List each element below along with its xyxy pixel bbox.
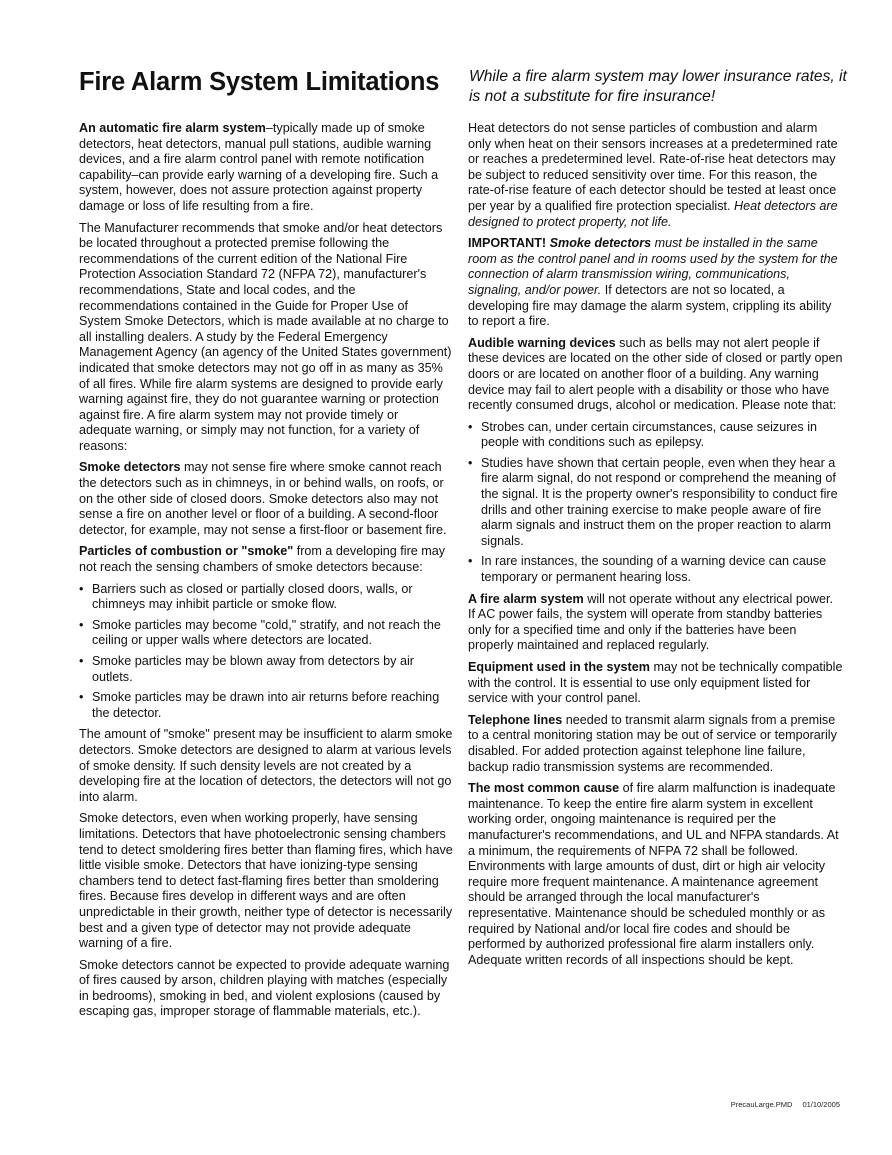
text-telephone-lines: needed to transmit alarm signals from a premise to a central monitoring station may be out of service or temporarily disabled. For added protection against telephone line failure, backup radio transmission systems are recommended. bbox=[468, 712, 837, 774]
list-warning-notes bbox=[468, 420, 843, 586]
list-smoke-barriers bbox=[79, 582, 453, 722]
text-installation-rule: If detectors are not so located, a developing fire may damage the alarm system, crippling its ability to report a fire. bbox=[468, 282, 832, 329]
italic-installation-rule: must be installed in the same room as the control panel and in rooms used by the system for the connection of alarm transmission wiring, communications, signaling, and/or power. bbox=[468, 236, 838, 297]
paragraph-sensing-limitations: Smoke detectors, even when working properly, have sensing limitations. Detectors that have photoelectronic sensing chambers tend to detect smoldering fires better than flaming fires, which have little visible smoke. Detectors that have ionizing-type sensing chambers tend to detect fast-flaming fires better than smoldering fires. Because fires develop in different ways and are often unpredictable in their growth, neither type of detector is necessarily best and a given type of detector may not provide adequate warning of a fire. bbox=[79, 811, 453, 951]
list-item: • Strobes can, under certain circumstances, cause seizures in people with conditions such as epilepsy. bbox=[468, 420, 843, 451]
paragraph-heat-detectors bbox=[468, 121, 843, 230]
smoke-detectors-emphasis bbox=[550, 236, 652, 250]
text-smoke-detectors: may not sense fire where smoke cannot reach the detectors such as in chimneys, in or behind walls, on roofs, or on the other side of closed doors. Smoke detectors also may not sense a fire on another level or floor of a building. A second-floor detector, for example, may not sense a first-floor or basement fire. bbox=[79, 460, 447, 537]
text-audible-devices: such as bells may not alert people if these devices are located on the other side of closed or partly open doors or are located on another floor of a building. Any warning device may fail to alert people with a disability or those who have recently consumed drugs, alcohol or medication. Please note that: bbox=[468, 335, 843, 413]
list-item: • Studies have shown that certain people, even when they hear a fire alarm signal, do not respond or comprehend the meaning of the signal. It is the property owner's responsibility to conduct fire drills and other training exercise to make people aware of fire alarm signals and instruct them on the proper reaction to alarm signals. bbox=[468, 456, 843, 550]
text-particles: from a developing fire may not reach the sensing chambers of smoke detectors because: bbox=[79, 544, 446, 575]
list-item: • Smoke particles may become "cold," stratify, and not reach the ceiling or upper walls where detectors are located. bbox=[79, 618, 453, 649]
lead-smoke-detectors-emphasis: Smoke detectors bbox=[549, 236, 652, 251]
footer-filename: PrecauLarge.PMD bbox=[730, 1100, 793, 1109]
page-title: Fire Alarm System Limitations bbox=[79, 68, 440, 96]
lead-important: IMPORTANT! bbox=[468, 236, 547, 251]
text-maintenance: of fire alarm malfunction is inadequate maintenance. To keep the entire fire alarm system in excellent working order, ongoing maintenance is required per the manufacturer's recommendations, and UL and NFPA standards. At a minimum, the requirements of NFPA 72 shall be followed. Environments with large amounts of dust, dirt or high air velocity require more frequent maintenance. A maintenance agreement should be arranged through the local manufacturer's representative. Maintenance should be scheduled monthly or as required by National and/or local fire codes and should be performed by authorized professional fire alarm installers only. Adequate written records of all inspections should be kept. bbox=[468, 781, 839, 967]
paragraph-audible-devices bbox=[468, 336, 843, 414]
lead-maintenance: The most common cause bbox=[468, 781, 620, 796]
lead-audible-devices: Audible warning devices bbox=[468, 335, 616, 350]
paragraph-smoke-amount: The amount of "smoke" present may be insufficient to alarm smoke detectors. Smoke detectors are designed to alarm at various levels of smoke density. If such density levels are not created by a developing fire at the location of detectors, the detectors will not go into alarm. bbox=[79, 727, 453, 804]
insurance-subtitle: While a fire alarm system may lower insurance rates, it is not a substitute for fire insurance! bbox=[469, 68, 847, 105]
lead-telephone-lines: Telephone lines bbox=[468, 712, 563, 727]
paragraph-arson-warning: Smoke detectors cannot be expected to provide adequate warning of fires caused by arson, children playing with matches (especially in bedrooms), smoking in bed, and violent explosions (caused by escaping gas, improper storage of flammable materials, etc.). bbox=[79, 957, 450, 1019]
lead-smoke-detectors: Smoke detectors bbox=[79, 460, 181, 475]
lead-particles: Particles of combustion or "smoke" bbox=[79, 544, 294, 559]
list-item: • In rare instances, the sounding of a warning device can cause temporary or permanent hearing loss. bbox=[468, 554, 843, 585]
lead-equipment: Equipment used in the system bbox=[468, 660, 650, 674]
paragraph-manufacturer-recommends: The Manufacturer recommends that smoke and/or heat detectors be located throughout a protected premise following the recommendations of the current edition of the National Fire Protection Association Standard 72 (NFPA 72), manufacturer's recommendations, State and local codes, and the recommendations contained in the Guide for Proper Use of System Smoke Detectors, which is made available at no charge to all installing dealers. A study by the Federal Emergency Management Agency (an agency of the United States government) indicated that smoke detectors may not go off in as many as 35% of all fires. While fire alarm systems are designed to provide early warning against fire, they do not guarantee warning or protection against fire. A fire alarm system may not provide timely or adequate warning, or simply may not function, for a variety of reasons: bbox=[79, 220, 452, 453]
text-equipment: may not be technically compatible with the control. It is essential to use only equipment listed for service with your control panel. bbox=[468, 660, 843, 706]
list-item: • Smoke particles may be drawn into air returns before reaching the detector. bbox=[79, 690, 453, 721]
paragraph-important bbox=[468, 236, 843, 330]
list-item: • Smoke particles may be blown away from detectors by air outlets. bbox=[79, 654, 453, 685]
left-column bbox=[79, 121, 453, 1026]
page-footer bbox=[731, 1100, 840, 1109]
lead-automatic-system: An automatic fire alarm system bbox=[79, 121, 266, 135]
paragraph-particles bbox=[79, 544, 453, 575]
footer-date: 01/10/2005 bbox=[802, 1100, 840, 1109]
paragraph-automatic-system bbox=[79, 121, 453, 215]
paragraph-equipment bbox=[468, 660, 843, 707]
text-heat-detectors: Heat detectors do not sense particles of combustion and alarm only when heat on their sensors increases at a predetermined rate or reaches a predetermined level. Rate-of-rise heat detectors may be subject to reduced sensitivity over time. For this reason, the rate-of-rise feature of each detector should be tested at least once per year by a qualified fire protection specialist. bbox=[468, 121, 838, 213]
paragraph-maintenance bbox=[468, 781, 843, 968]
lead-power: A fire alarm system bbox=[468, 591, 584, 606]
right-column bbox=[468, 121, 843, 974]
italic-heat-detectors: Heat detectors are designed to protect property, not life. bbox=[468, 198, 838, 229]
paragraph-smoke-detectors bbox=[79, 460, 453, 538]
text-automatic-system: –typically made up of smoke detectors, heat detectors, manual pull stations, audible warning devices, and a fire alarm control panel with remote notification capability–can provide early warning of a developing fire. Such a system, however, does not assure protection against property damage or loss of life resulting from a fire. bbox=[79, 121, 439, 213]
text-power: will not operate without any electrical power. If AC power fails, the system will operate from standby batteries only for a specified time and only if the batteries have been properly maintained and replaced regularly. bbox=[468, 591, 833, 653]
paragraph-telephone-lines bbox=[468, 713, 843, 775]
list-item: • Barriers such as closed or partially closed doors, walls, or chimneys may inhibit particle or smoke flow. bbox=[79, 582, 453, 613]
paragraph-power bbox=[468, 592, 843, 654]
